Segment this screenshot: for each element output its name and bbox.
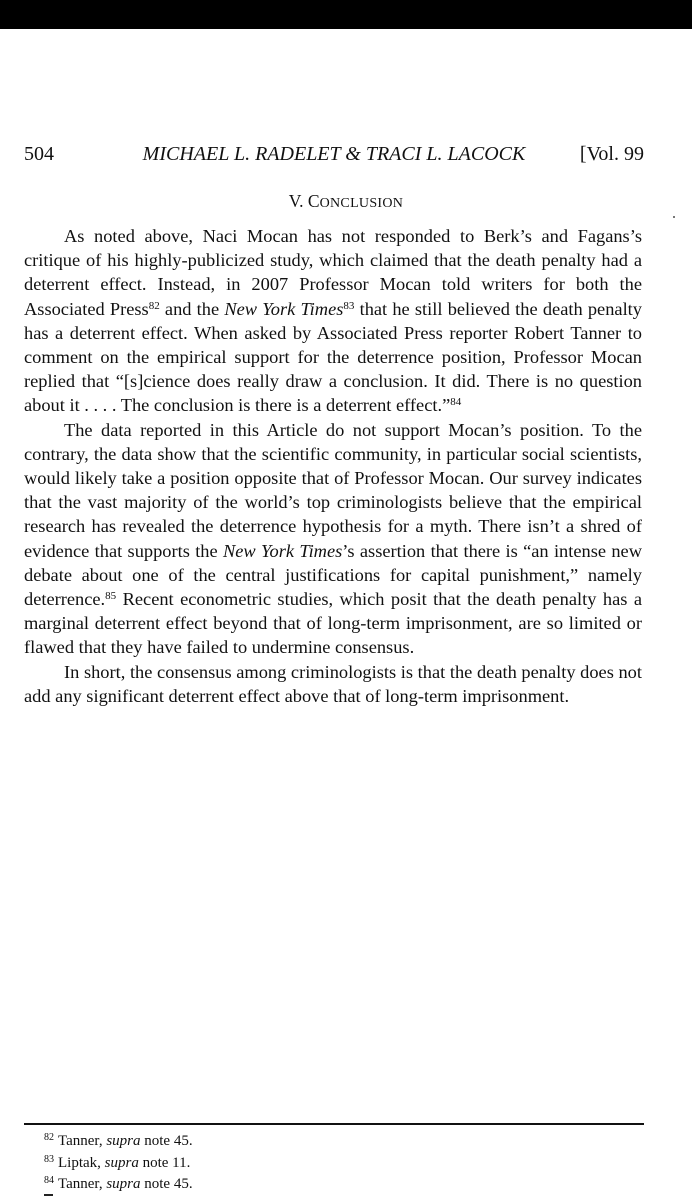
scan-speck	[673, 216, 675, 218]
paragraph-1	[24, 224, 642, 418]
top-black-bar	[0, 0, 692, 29]
p1-italic-title: New York Times	[224, 298, 344, 319]
p2-italic-title: New York Times	[222, 540, 343, 561]
footnote-83	[44, 1153, 644, 1175]
footnote-supra: supra	[104, 1154, 139, 1171]
p1-text-c: that he still believed the death penalty has a deterrent effect. When asked by Associated Press reporter Robert Tanner to comment on the empirical support for the deterrence position, Professor Mocan replied that “[s]cience does really draw a conclusion. It did. There is no question about it . . . . The conclusion is there is a deterrent effect.”	[24, 298, 642, 416]
footnote-note-ref: note 11.	[138, 1154, 191, 1171]
footnote-number: 84	[44, 1175, 54, 1186]
p1-text-a: As noted above, Naci Mocan has not responded to Berk’s and Fagans’s critique of his highly-publicized study, which claimed that the death penalty had a deterrent effect. Instead, in 2007 Professor Mocan told writers for both the Associated Press	[24, 226, 642, 319]
footnote-note-ref: note 45.	[140, 1176, 193, 1192]
footnote-supra: supra	[106, 1176, 141, 1192]
p2-text-a: The data reported in this Article do not support Mocan’s position. To the contrary, the data show that the scientific community, in particular social scientists, would likely take a position opposite that of Professor Mocan. Our survey indicates that the vast majority of the world’s top criminologists believe that the empirical research has revealed the deterrence hypothesis for a myth. There isn’t a shred of evidence that supports the	[24, 419, 642, 561]
footnote-number: 82	[44, 1132, 54, 1143]
p2-text-b: ’s assertion that there is “an intense new debate about one of the central justifications for capital punishment,” namely deterrence.	[24, 540, 642, 610]
footnote-ref-84[interactable]: 84	[450, 396, 462, 409]
footnote-note-ref: note 45.	[140, 1133, 193, 1149]
page-number: 504	[24, 143, 54, 165]
body-text	[24, 224, 642, 708]
p2-text-c: Recent econometric studies, which posit that the death penalty has a marginal deterrent effect beyond that of long-term imprisonment, are so limited or flawed that they have failed to undermine consensus.	[24, 589, 642, 658]
cut-off-footnote-number	[44, 1194, 53, 1199]
footnote-ref-85[interactable]: 85	[105, 590, 117, 603]
section-heading	[0, 191, 692, 212]
footnote-author: Tanner,	[58, 1176, 107, 1192]
footnote-84	[44, 1174, 644, 1196]
footnote-ref-82[interactable]: 82	[148, 299, 160, 312]
paragraph-3: In short, the consensus among criminologists is that the death penalty does not add any significant deterrent effect above that of long-term imprisonment.	[24, 661, 642, 706]
volume-label: [Vol. 99	[579, 143, 644, 165]
section-title-rest: ONCLUSION	[319, 196, 404, 211]
footnote-divider	[24, 1123, 644, 1125]
footnote-author: Tanner,	[58, 1133, 107, 1149]
footnote-supra: supra	[106, 1133, 141, 1149]
footnotes	[44, 1131, 644, 1196]
footnote-ref-83[interactable]: 83	[343, 299, 355, 312]
running-head-authors: MICHAEL L. RADELET & TRACI L. LACOCK	[142, 143, 526, 165]
p1-text-b: and the	[159, 298, 225, 319]
section-title-initial: C	[307, 191, 320, 211]
section-numeral: V.	[288, 191, 304, 211]
running-header	[24, 143, 644, 173]
footnote-82	[44, 1131, 644, 1153]
footnote-author: Liptak,	[58, 1154, 105, 1171]
footnote-number: 83	[44, 1153, 54, 1165]
paragraph-2	[24, 418, 642, 660]
